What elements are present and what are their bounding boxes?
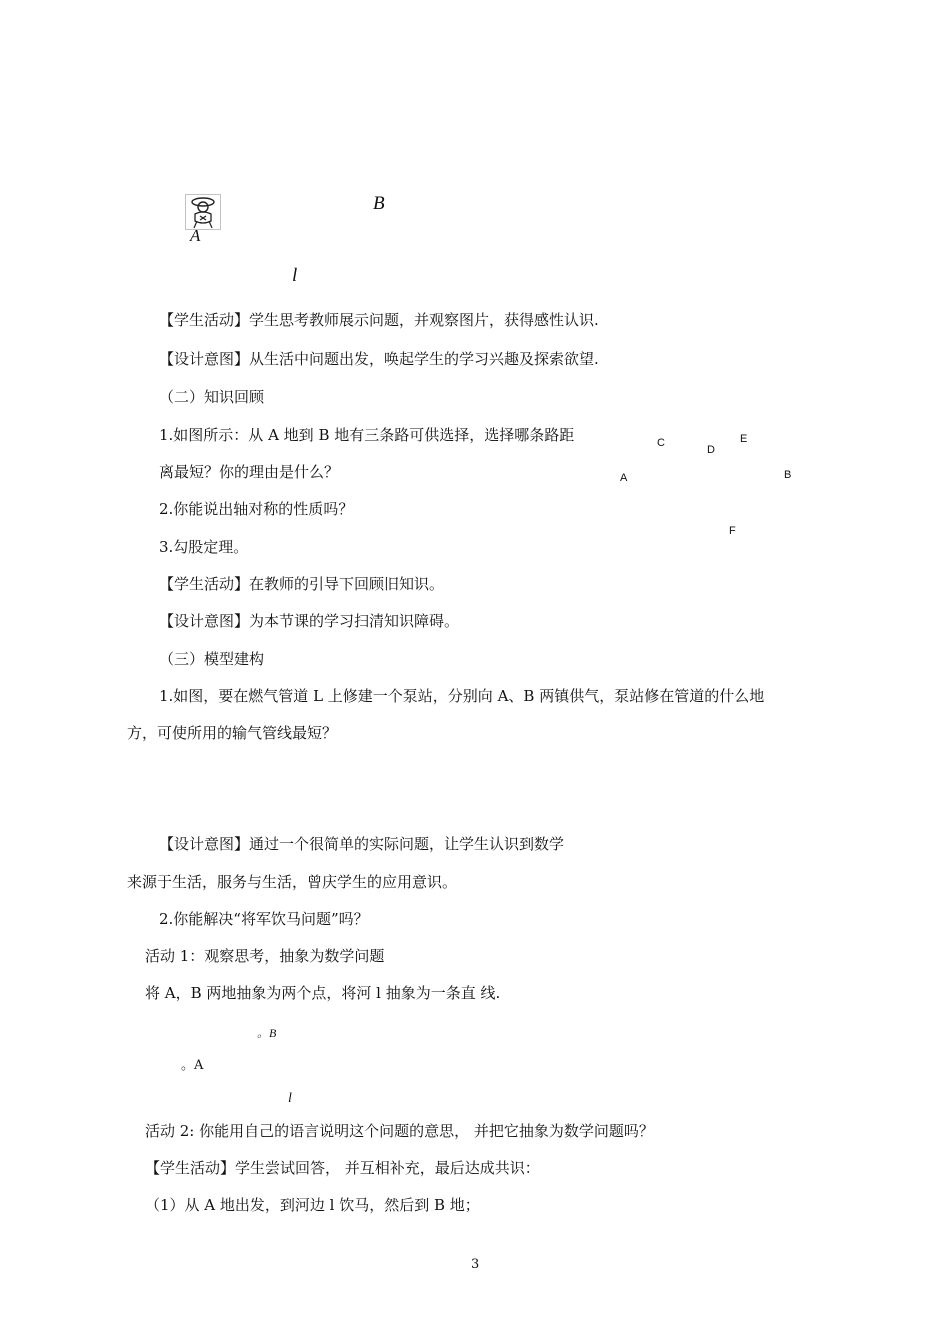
model-question-1-line-2: 方，可使所用的输气管线最短？: [127, 724, 338, 742]
fig2-point-b: B: [784, 469, 792, 481]
activity-1-title: 活动 1：观察思考，抽象为数学问题: [145, 947, 385, 965]
consensus-item-1: （1）从 A 地出发，到河边 l 饮马，然后到 B 地；: [145, 1196, 480, 1214]
section-heading-review: （二）知识回顾: [159, 388, 265, 406]
page-number: 3: [471, 1257, 480, 1272]
design-intent-2: 【设计意图】为本节课的学习扫清知识障碍。: [159, 612, 460, 630]
fig3-point-b: 。B: [257, 1026, 277, 1040]
student-activity-1: 【学生活动】学生思考教师展示问题，并观察图片，获得感性认识.: [159, 311, 599, 329]
design-intent-1: 【设计意图】从生活中问题出发，唤起学生的学习兴趣及探索欲望.: [159, 350, 599, 368]
model-question-2: 2.你能解决“将军饮马问题”吗？: [159, 910, 369, 928]
question-3: 3.勾股定理。: [159, 538, 249, 556]
section-heading-model: （三）模型建构: [159, 650, 265, 668]
fig2-point-a: A: [620, 472, 628, 484]
fig2-point-e: E: [740, 433, 748, 445]
question-2: 2.你能说出轴对称的性质吗？: [159, 500, 354, 518]
activity-1-description: 将 A，B 两地抽象为两个点，将河 l 抽象为一条直 线.: [145, 984, 501, 1002]
fig3-point-a: 。A: [181, 1058, 204, 1073]
fig2-point-c: C: [657, 437, 665, 449]
line-l-label: l: [292, 265, 298, 286]
fig2-point-f: F: [729, 525, 736, 537]
student-activity-2: 【学生活动】在教师的引导下回顾旧知识。: [159, 575, 445, 593]
question-1-line-1: 1.如图所示：从 A 地到 B 地有三条路可供选择，选择哪条路距: [159, 426, 575, 444]
point-a-label: A: [190, 226, 201, 245]
design-intent-3-line-2: 来源于生活，服务与生活，曾庆学生的应用意识。: [127, 873, 458, 891]
question-1-line-2: 离最短？你的理由是什么？: [159, 463, 340, 481]
fig2-point-d: D: [707, 444, 715, 456]
design-intent-3-line-1: 【设计意图】通过一个很简单的实际问题，让学生认识到数学: [159, 835, 565, 853]
point-b-label: B: [373, 193, 385, 214]
fig3-line-l: l: [288, 1091, 292, 1106]
student-activity-3: 【学生活动】学生尝试回答， 并互相补充，最后达成共识：: [145, 1159, 540, 1177]
activity-2-title: 活动 2: 你能用自己的语言说明这个问题的意思， 并把它抽象为数学问题吗？: [145, 1122, 654, 1140]
model-question-1-line-1: 1.如图，要在燃气管道 L 上修建一个泵站，分别向 A、B 两镇供气，泵站修在管道的什么地: [159, 687, 765, 705]
general-figure-icon: [185, 194, 221, 230]
